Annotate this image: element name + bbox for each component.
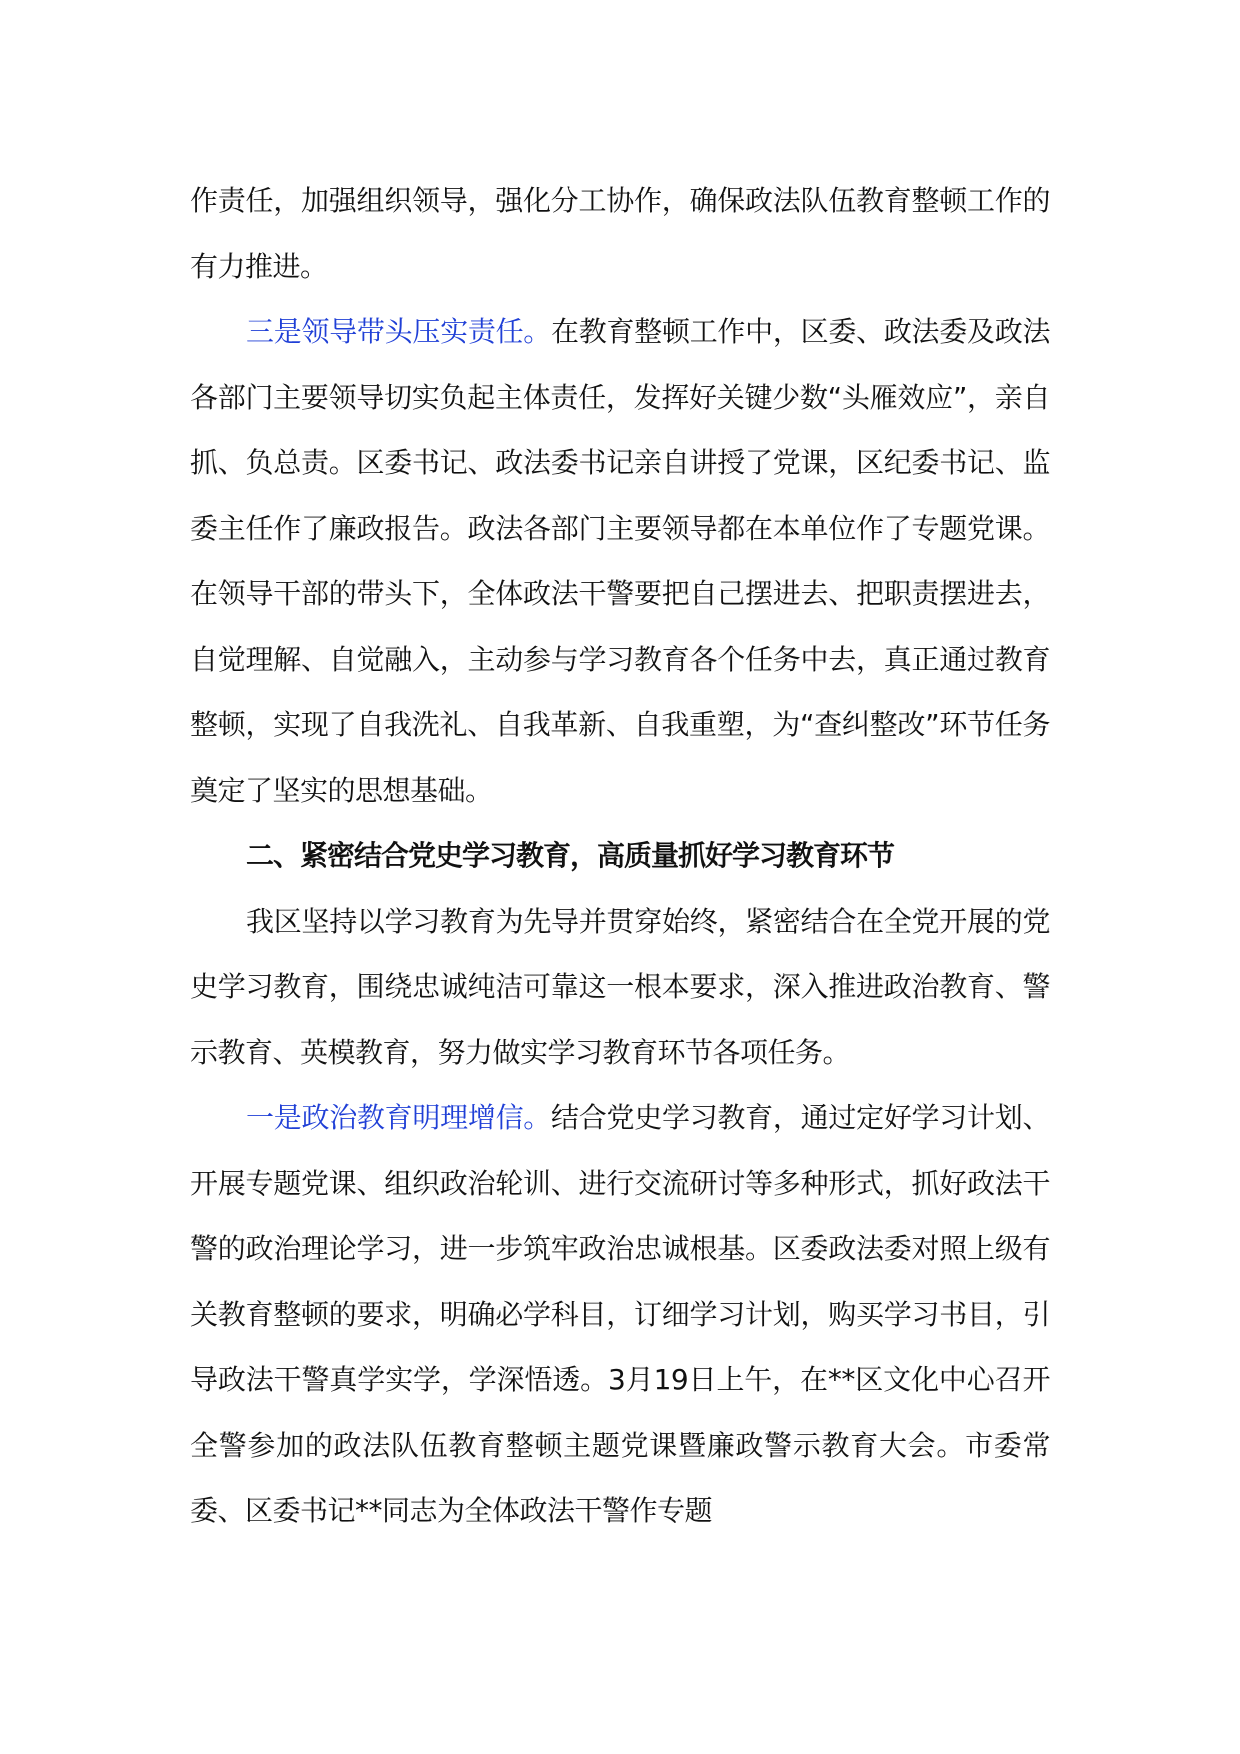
paragraph-lead-phrase: 三是领导带头压实责任。 — [246, 315, 552, 348]
paragraph-section-intro — [190, 889, 1050, 1086]
paragraph-text: 作责任，加强组织领导，强化分工协作，确保政法队伍教育整顿工作的有力推进。 — [190, 184, 1050, 283]
paragraph-text: 结合党史学习教育，通过定好学习计划、开展专题党课、组织政治轮训、进行交流研讨等多种形式，抓好政法干警的政治理论学习，进一步筑牢政治忠诚根基。区委政法委对照上级有关教育整顿的要求，明确必学科目，订细学习计划，购买学习书目，引导政法干警真学实学，学深悟透。3月19日上午，在**区文化中心召开全警参加的政法队伍教育整顿主题党课暨廉政警示教育大会。市委常委、区委书记**同志为全体政法干警作专题 — [190, 1101, 1050, 1527]
paragraph-lead-phrase: 一是政治教育明理增信。 — [246, 1101, 552, 1134]
paragraph-continuation — [190, 168, 1050, 299]
paragraph-leadership-responsibility — [190, 299, 1050, 823]
document-body — [190, 168, 1050, 1544]
paragraph-text: 在教育整顿工作中，区委、政法委及政法各部门主要领导切实负起主体责任，发挥好关键少数“头雁效应”，亲自抓、负总责。区委书记、政法委书记亲自讲授了党课，区纪委书记、监委主任作了廉政报告。政法各部门主要领导都在本单位作了专题党课。在领导干部的带头下，全体政法干警要把自己摆进去、把职责摆进去，自觉理解、自觉融入，主动参与学习教育各个任务中去，真正通过教育整顿，实现了自我洗礼、自我革新、自我重塑，为“查纠整改”环节任务奠定了坚实的思想基础。 — [190, 315, 1050, 807]
paragraph-text: 我区坚持以学习教育为先导并贯穿始终，紧密结合在全党开展的党史学习教育，围绕忠诚纯洁可靠这一根本要求，深入推进政治教育、警示教育、英模教育，努力做实学习教育环节各项任务。 — [190, 904, 1050, 1069]
paragraph-political-education — [190, 1085, 1050, 1544]
section-heading: 二、紧密结合党史学习教育，高质量抓好学习教育环节 — [246, 839, 895, 872]
